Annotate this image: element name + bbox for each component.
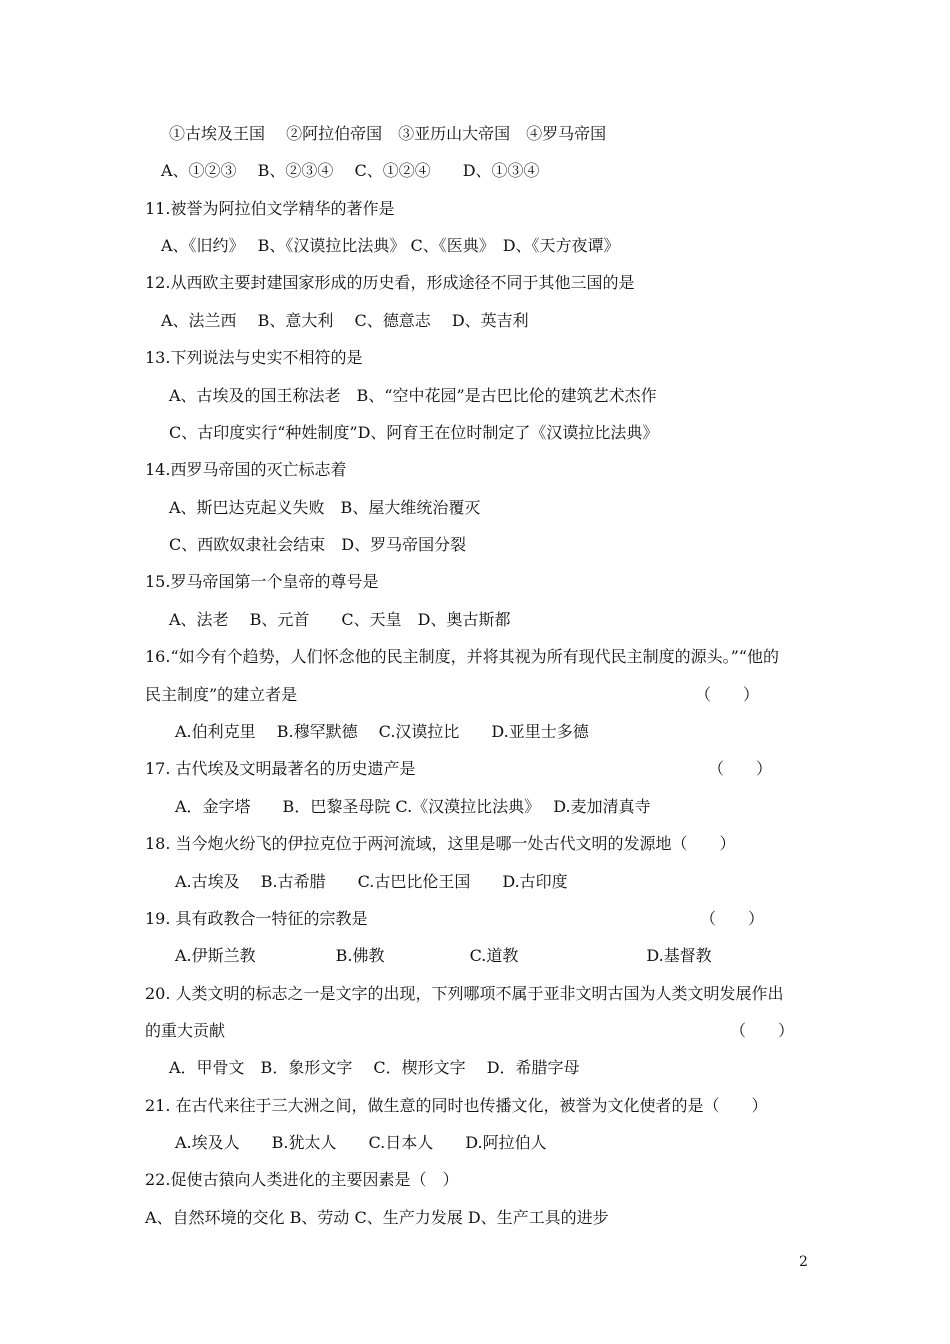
q11-stem: 11.被誉为阿拉伯文学精华的著作是 xyxy=(145,199,395,218)
q13-choices-ab: A、古埃及的国王称法老 B、“空中花园”是古巴比伦的建筑艺术杰作 xyxy=(169,386,657,405)
page-number: 2 xyxy=(799,1254,808,1270)
q14-choices-cd: C、西欧奴隶社会结束 D、罗马帝国分裂 xyxy=(169,535,467,554)
q19-stem: 19. 具有政教合一特征的宗教是 xyxy=(145,909,368,928)
q10-choices: A、①②③ B、②③④ C、①②④ D、①③④ xyxy=(161,161,540,180)
q10-options-items: ①古埃及王国 ②阿拉伯帝国 ③亚历山大帝国 ④罗马帝国 xyxy=(169,124,607,143)
q20-choices: A．甲骨文 B．象形文字 C．楔形文字 D．希腊字母 xyxy=(169,1058,580,1077)
q16-stem-line2: 民主制度”的建立者是 xyxy=(145,685,298,704)
q12-stem: 12.从西欧主要封建国家形成的历史看，形成途径不同于其他三国的是 xyxy=(145,273,635,292)
q13-choices-cd: C、古印度实行“种姓制度”D、阿育王在位时制定了《汉谟拉比法典》 xyxy=(169,423,659,442)
q12-choices: A、法兰西 B、意大利 C、德意志 D、英吉利 xyxy=(161,311,529,330)
q20-stem-line1: 20. 人类文明的标志之一是文字的出现，下列哪项不属于亚非文明古国为人类文明发展作出 xyxy=(145,984,784,1003)
q20-answer-paren: （ ） xyxy=(730,1021,795,1040)
q19-answer-paren: （ ） xyxy=(700,909,765,928)
q18-choices: A.古埃及 B.古希腊 C.古巴比伦王国 D.古印度 xyxy=(175,872,568,891)
q22-stem: 22.促使古猿向人类进化的主要因素是（ ） xyxy=(145,1170,459,1189)
q15-choices: A、法老 B、元首 C、天皇 D、奥古斯都 xyxy=(169,610,511,629)
q17-choices: A．金字塔 B．巴黎圣母院 C.《汉漠拉比法典》 D.麦加清真寺 xyxy=(175,797,651,816)
q14-choices-ab: A、斯巴达克起义失败 B、屋大维统治覆灭 xyxy=(169,498,481,517)
q22-choices: A、自然环境的交化 B、劳动 C、生产力发展 D、生产工具的进步 xyxy=(145,1208,609,1227)
q13-stem: 13.下列说法与史实不相符的是 xyxy=(145,348,363,367)
q20-stem-line2: 的重大贡献 xyxy=(145,1021,226,1040)
q21-choices: A.埃及人 B.犹太人 C.日本人 D.阿拉伯人 xyxy=(175,1133,547,1152)
q21-stem: 21. 在古代来往于三大洲之间，做生意的同时也传播文化，被誉为文化使者的是（ ） xyxy=(145,1096,768,1115)
q15-stem: 15.罗马帝国第一个皇帝的尊号是 xyxy=(145,572,379,591)
q11-choices: A、《旧约》 B、《汉谟拉比法典》 C、《医典》 D、《天方夜谭》 xyxy=(161,236,620,255)
q14-stem: 14.西罗马帝国的灭亡标志着 xyxy=(145,460,347,479)
q18-stem: 18. 当今炮火纷飞的伊拉克位于两河流域，这里是哪一处古代文明的发源地（ ） xyxy=(145,834,736,853)
q16-choices: A.伯利克里 B.穆罕默德 C.汉谟拉比 D.亚里士多德 xyxy=(175,722,589,741)
q17-answer-paren: （ ） xyxy=(708,759,773,778)
q19-choices: A.伊斯兰教 B.佛教 C.道教 D.基督教 xyxy=(175,946,712,965)
q16-stem-line1: 16.“如今有个趋势，人们怀念他的民主制度，并将其视为所有现代民主制度的源头。”“他的 xyxy=(145,647,779,666)
q17-stem: 17. 古代埃及文明最著名的历史遗产是 xyxy=(145,759,416,778)
q16-answer-paren: （ ） xyxy=(695,685,760,704)
